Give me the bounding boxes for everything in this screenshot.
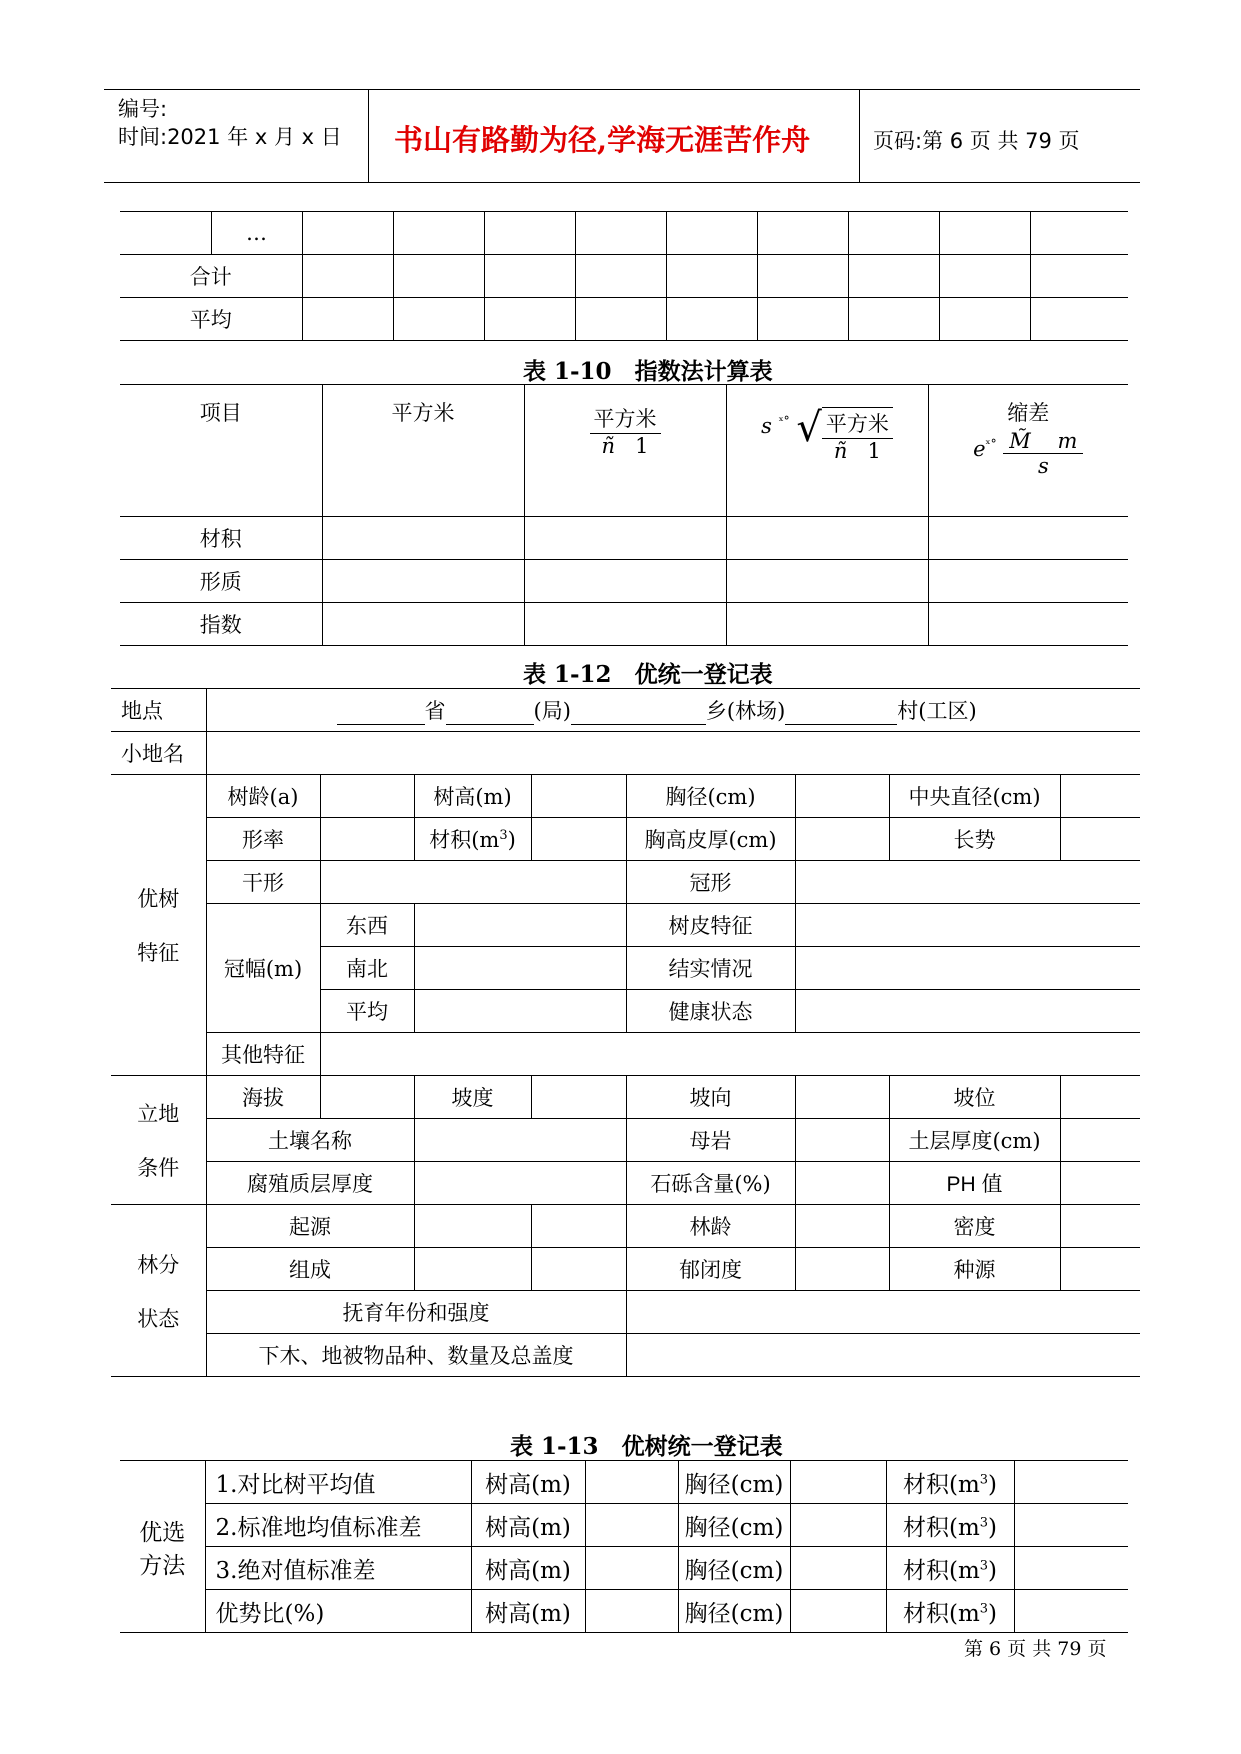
stand-label: 林分 状态 [111, 1205, 206, 1377]
dbh-label: 胸径(cm) [678, 1461, 790, 1504]
header-motto: 书山有路勤为径,学海无涯苦作舟 [394, 123, 811, 157]
seed-source-label: 种源 [889, 1248, 1060, 1291]
table-1-13-caption: 表 1-13 优树统一登记表 [510, 1433, 783, 1460]
understory-label: 下木、地被物品种、数量及总盖度 [206, 1334, 626, 1377]
height-label: 树高(m) [471, 1504, 585, 1547]
method-row: 2.标准地均值标准差 [205, 1504, 471, 1547]
header-diff: 缩差 eˣ° $\frac{M̃ m}{s}$ [928, 385, 1128, 517]
sqrt-icon: √ [796, 405, 822, 451]
other-features-label: 其他特征 [206, 1033, 320, 1076]
stem-form-label: 干形 [206, 861, 320, 904]
site-label: 立地 条件 [111, 1076, 206, 1205]
soil-depth-label: 土层厚度(cm) [889, 1119, 1060, 1162]
table-1-12 [111, 688, 1140, 1377]
method-row: 1.对比树平均值 [205, 1461, 471, 1504]
aspect-label: 坡向 [626, 1076, 795, 1119]
canopy-label: 郁闭度 [626, 1248, 795, 1291]
volume-label: 材积$(m^3)$ [414, 818, 531, 861]
east-west-label: 东西 [320, 904, 414, 947]
dbh-label: 胸径(cm) [678, 1590, 790, 1633]
header-item: 项目 [120, 385, 322, 517]
table-1-12-caption: 表 1-12 优统一登记表 [523, 661, 773, 688]
north-south-label: 南北 [320, 947, 414, 990]
altitude-label: 海拔 [206, 1076, 320, 1119]
tending-label: 抚育年份和强度 [206, 1291, 626, 1334]
gravel-label: 石砾含量(%) [626, 1162, 795, 1205]
row-label: 指数 [120, 603, 322, 646]
volume-label: 材积$(m^3)$ [886, 1590, 1014, 1633]
row-label: 形质 [120, 560, 322, 603]
location-label: 地点 [111, 689, 206, 732]
header-fraction: 平方米 ñ 1 [524, 385, 726, 517]
fraction-numerator: 平方米 [590, 403, 661, 434]
crown-form-label: 冠形 [626, 861, 795, 904]
volume-label: 材积$(m^3)$ [886, 1461, 1014, 1504]
dbh-label: 胸径(cm) [678, 1547, 790, 1590]
method-row: 3.绝对值标准差 [205, 1547, 471, 1590]
stand-age-label: 林龄 [626, 1205, 795, 1248]
bark-thickness-label: 胸高皮厚(cm) [626, 818, 795, 861]
method-label: 优选 方法 [120, 1461, 205, 1633]
growth-label: 长势 [889, 818, 1060, 861]
form-rate-label: 形率 [206, 818, 320, 861]
header-divider-left [368, 89, 369, 182]
crown-width-label: 冠幅(m) [206, 904, 320, 1033]
volume-label: 材积$(m^3)$ [886, 1504, 1014, 1547]
ellipsis-cell: … [211, 212, 302, 255]
health-label: 健康状态 [626, 990, 795, 1033]
cell [120, 212, 211, 255]
header-sqm: 平方米 [322, 385, 524, 517]
header-bottom-line [104, 182, 1140, 183]
row-label: 材积 [120, 517, 322, 560]
volume-label: 材积$(m^3)$ [886, 1547, 1014, 1590]
footer-page-number: 第 6 页 共 79 页 [964, 1638, 1107, 1660]
fruiting-label: 结实情况 [626, 947, 795, 990]
slope-position-label: 坡位 [889, 1076, 1060, 1119]
soil-name-label: 土壤名称 [206, 1119, 414, 1162]
table-1-13 [120, 1460, 1128, 1633]
height-label: 树高(m) [471, 1547, 585, 1590]
header-time: 时间:2021 年 x 月 x 日 [118, 125, 342, 149]
mid-diameter-label: 中央直径(cm) [889, 775, 1060, 818]
height-label: 树高(m) [471, 1461, 585, 1504]
average-label: 平均 [320, 990, 414, 1033]
location-value: 省 (局) 乡(林场) 村(工区) [206, 689, 1140, 732]
ph-label: PH 值 [889, 1162, 1060, 1205]
average-label: 平均 [120, 298, 302, 341]
top-continuation-table [120, 211, 1128, 341]
method-row: 优势比(%) [205, 1590, 471, 1633]
slope-label: 坡度 [414, 1076, 531, 1119]
composition-label: 组成 [206, 1248, 414, 1291]
parent-rock-label: 母岩 [626, 1119, 795, 1162]
humus-depth-label: 腐殖质层厚度 [206, 1162, 414, 1205]
header-top-line [104, 89, 1140, 90]
tree-features-label: 优树 特征 [111, 775, 206, 1076]
table-1-10-caption: 表 1-10 指数法计算表 [523, 358, 773, 385]
dbh-label: 胸径(cm) [678, 1504, 790, 1547]
age-label: 树龄(a) [206, 775, 320, 818]
bark-features-label: 树皮特征 [626, 904, 795, 947]
table-1-10 [120, 384, 1128, 646]
header-sqrt: s $^{ˣ^\circ}$ √ 平方米 ñ 1 [726, 385, 928, 517]
height-label: 树高(m) [471, 1590, 585, 1633]
header-divider-right [859, 89, 860, 182]
height-label: 树高(m) [414, 775, 531, 818]
header-page: 页码:第 6 页 共 79 页 [873, 129, 1080, 153]
small-place-label: 小地名 [111, 732, 206, 775]
dbh-label: 胸径(cm) [626, 775, 795, 818]
density-label: 密度 [889, 1205, 1060, 1248]
total-label: 合计 [120, 255, 302, 298]
header-number: 编号: [118, 97, 168, 121]
origin-label: 起源 [206, 1205, 414, 1248]
